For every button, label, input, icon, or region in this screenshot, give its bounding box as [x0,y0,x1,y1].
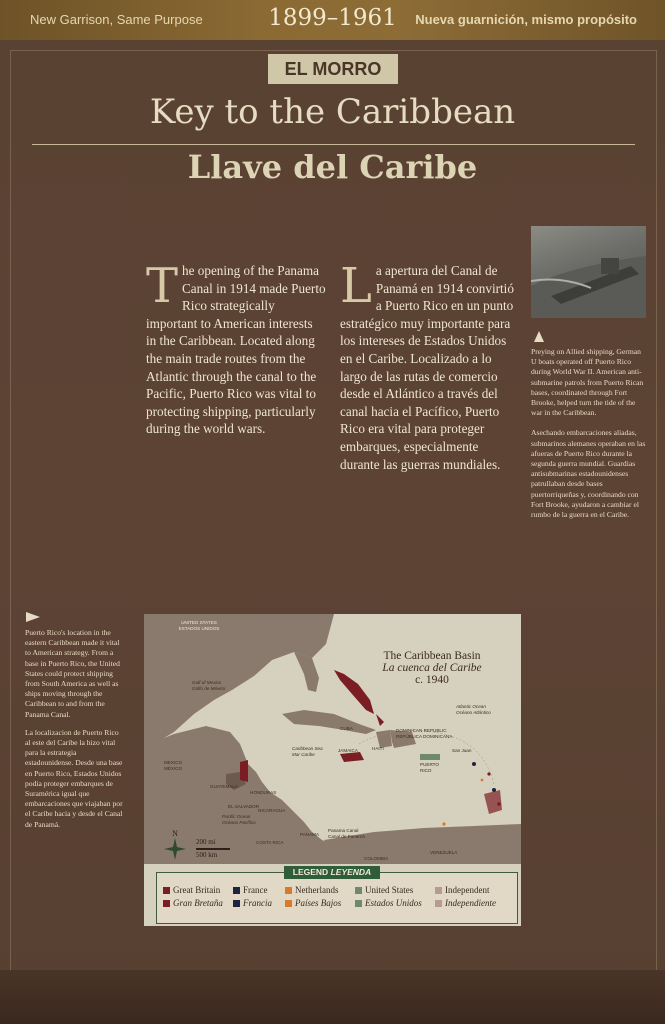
legend-gran-bretana: Gran Bretaña [173,898,223,908]
caribbean-map [144,614,521,926]
legend-swatch-netherlands [285,887,292,894]
map-title-block [362,650,502,686]
map-year: c. 1940 [415,674,449,686]
legend-swatch-gran-bretana [163,900,170,907]
legend-france: France [243,885,268,895]
u-boat-photo-art [531,226,646,318]
caption-pointer-up-icon [534,331,544,342]
map-title-english: The Caribbean Basin [383,650,481,662]
label-cuba: CUBA [340,726,353,731]
label-guatemala: GUATEMALA [210,784,238,789]
label-costa-rica: COSTA RICA [256,840,284,845]
header-years: 1899–1961 [268,5,397,31]
label-gulf-of-mexico: Gulf of Mexico Golfo de México [192,680,226,691]
caption-pointer-right-icon [26,612,40,622]
scale-km: 500 km [196,851,218,859]
header-bar [0,0,665,40]
scale-bar [196,848,230,850]
legend-swatch-estados-unidos [355,900,362,907]
label-dominican-republic: DOMINICAN REPUBLIC REPÚBLICA DOMINICANA [396,728,453,739]
label-colombia: COLOMBIA [364,856,389,861]
legend-swatch-france [233,887,240,894]
title-divider [32,144,635,145]
legend-independiente: Independiente [445,898,496,908]
map-caption [25,628,125,830]
photo-caption-english: Preying on Allied shipping, German U boats operated off Puerto Rico during World War II. American anti-submarine patrols from Puerto Rican bases, coordinated through Fort Brooke, helped turn the tide of the war in the Caribbean. [531,347,644,418]
compass-rose [164,829,186,862]
map-caption-english: Puerto Rico's location in the eastern Caribbean made it vital to American strategy. From a base in Puerto Rico, the United States could protect shipping from South America as well as ships moving through the Caribbean to and from the Panama Canal. [25,628,120,719]
label-venezuela: VENEZUELA [430,850,458,855]
legend-estados-unidos: Estados Unidos [365,898,422,908]
label-pacific-ocean: Pacific Ocean Océano Pacífico [222,814,256,825]
u-boat-photo [531,226,646,318]
label-puerto-rico: PUERTO RICO [420,762,439,773]
label-honduras: HONDURAS [250,790,277,795]
legend-title: LEGEND [292,867,329,877]
title-spanish: Llave del Caribe [187,148,478,186]
map-legend [156,872,518,924]
legend-title-spanish: LEYENDA [330,867,372,877]
legend-swatch-independent [435,887,442,894]
legend-swatch-united-states [355,887,362,894]
header-right-text: Nueva guarnición, mismo propósito [415,12,637,27]
label-haiti: HAITI [372,746,384,751]
legend-swatch-paises-bajos [285,900,292,907]
label-el-salvador: EL SALVADOR [228,804,260,809]
label-mexico: MEXICO MÉXICO [164,760,183,771]
legend-independent: Independent [445,885,490,895]
label-san-juan: San Juan [452,748,472,753]
legend-swatch-francia [233,900,240,907]
header-left-text: New Garrison, Same Purpose [30,12,203,27]
sign-base [0,970,665,1024]
legend-united-states: United States [365,885,414,895]
body-english-text: he opening of the Panama Canal in 1914 made Puerto Rico strategically important to American interests in the Caribbean. Located along the main trade routes from the Atlantic through the canal to the Pacific, Puerto Rico was vital to protecting shipping, particularly during the world wars. [146,263,326,437]
legend-swatch-independiente [435,900,442,907]
legend-francia: Francia [243,898,272,908]
legend-title-bar [284,866,380,879]
legend-netherlands: Netherlands [295,885,339,895]
map-caption-spanish: La localizacion de Puerto Rico al este del Caribe la hizo vital para la estrategia estadounidense. Desde una base en Puerto Rico, Estados Unidos podia proteger embarques de Suramérica igual que embarcaciones que viajaban por el Caribe hacia y desde el Canal de Panamá. [25,727,123,829]
compass-rose-icon [164,838,186,860]
legend-paises-bajos: Países Bajos [295,898,342,908]
label-caribbean-sea: Caribbean Sea Mar Caribe [292,746,323,757]
title-english: Key to the Caribbean [149,92,516,132]
label-panama: PANAMA [300,832,320,837]
body-text-spanish [340,258,515,473]
label-panama-canal: Panama Canal Canal de Panamá [328,828,365,839]
body-text-english [146,258,326,438]
label-jamaica: JAMAICA [338,748,358,753]
body-spanish-text: a apertura del Canal de Panamá en 1914 convirtió a Puerto Rico en un punto estratégico muy importante para los intereses de Estados Unidos en el Caribe. Localizado a lo largo de las rutas de comercio desde el Atlántico a través del canal hacia el Pacífico, Puerto Rico era vital para proteger embarques, especialmente durante las guerras mundiales. [340,263,514,472]
photo-caption [531,347,646,520]
legend-great-britain: Great Britain [173,885,221,895]
map-scale [196,838,230,860]
location-tag: EL MORRO [268,54,398,84]
label-united-states: UNITED STATES ESTADOS UNIDOS [178,620,220,631]
compass-north-label: N [172,829,178,838]
scale-miles: 200 mi [196,838,216,846]
label-nicaragua: NICARAGUA [258,808,286,813]
label-atlantic-ocean: Atlantic Ocean Océano Atlántico [456,704,491,715]
photo-caption-spanish: Asechando embarcaciones aliadas, submarinos alemanes operaban en las afueras de Puerto Rico durante la segunda guerra mundial. Guardias antisubmarinas estadounidenses patrullaban desde bases puertorriqueñas y, coordinando con Fort Brooke, ayudaron a cambiar el rumbo de la guerra en el Caribe. [531,428,646,520]
map-title-spanish: La cuenca del Caribe [382,662,482,674]
legend-swatch-great-britain [163,887,170,894]
dropcap-english: T [146,258,179,314]
dropcap-spanish: L [340,258,372,314]
